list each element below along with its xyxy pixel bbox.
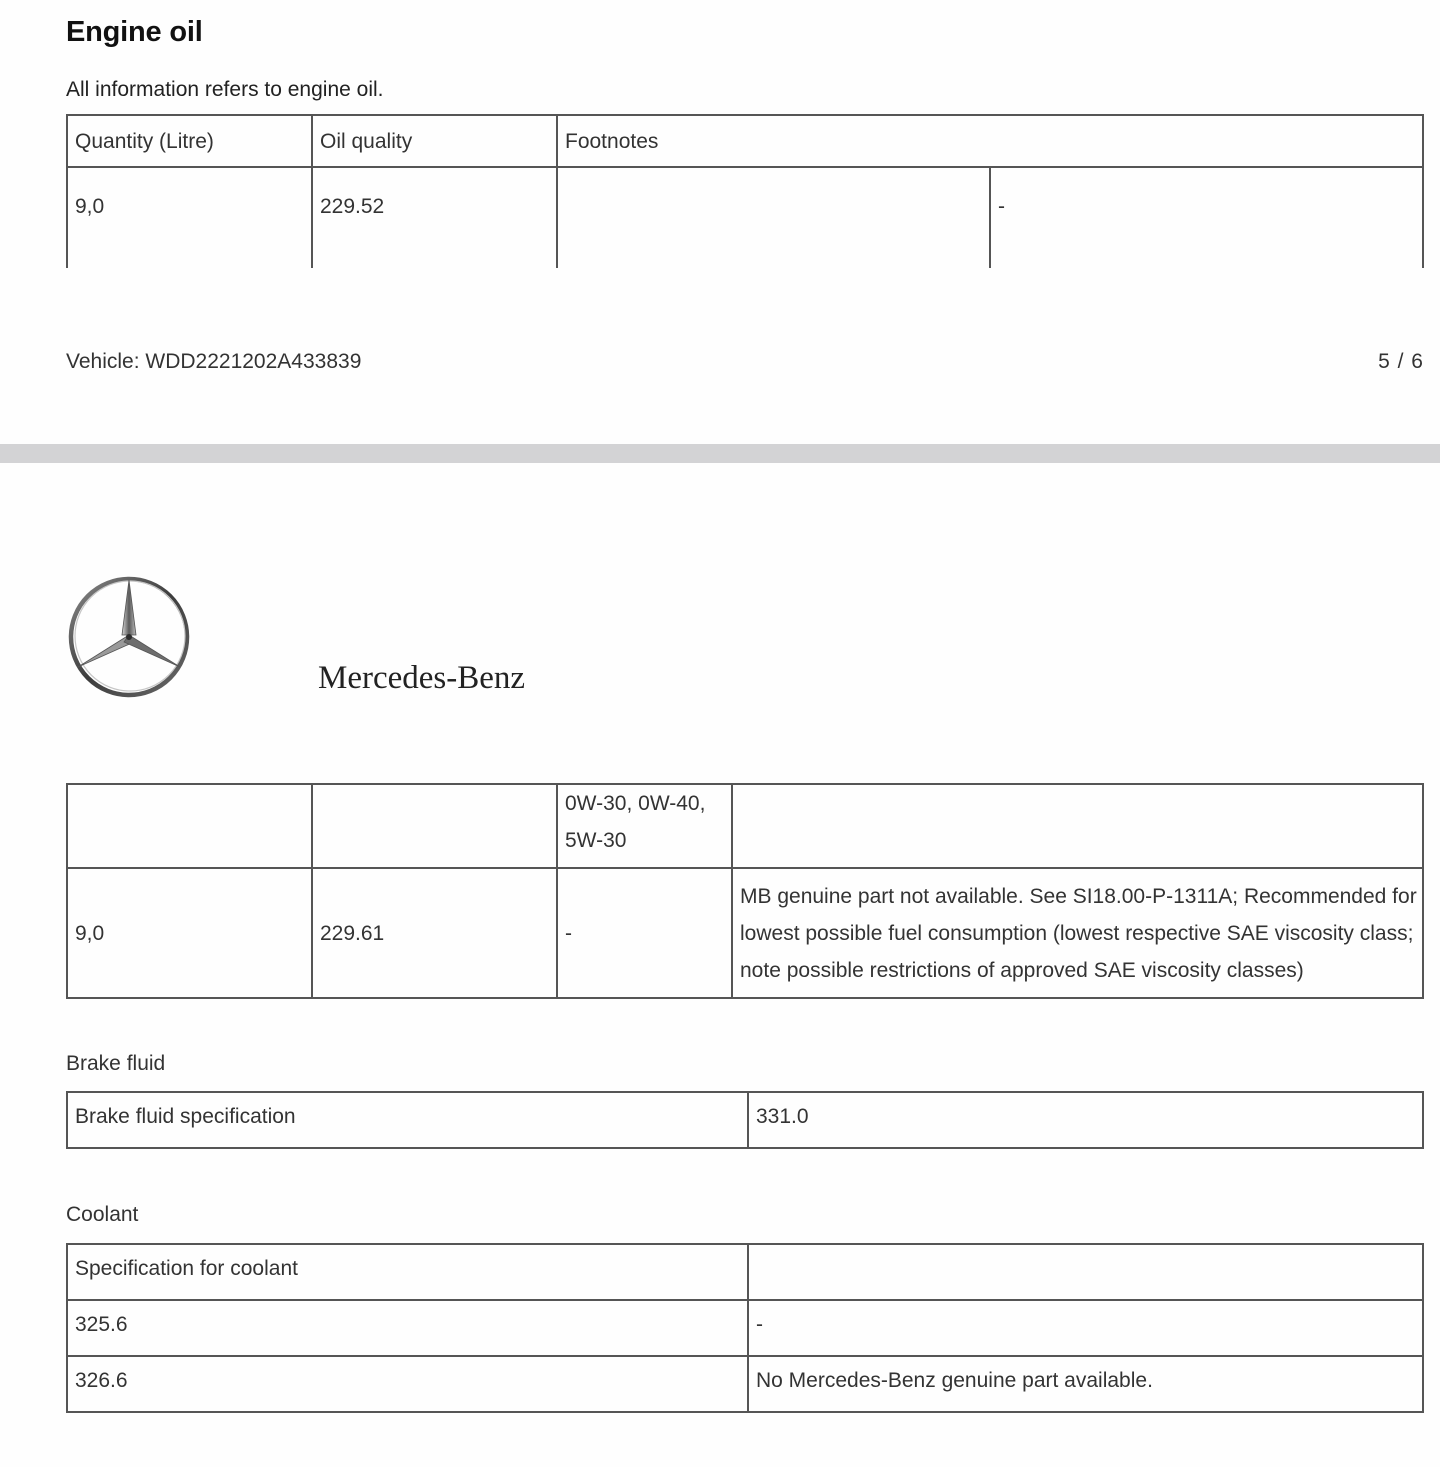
cell-coolant-note: - xyxy=(748,1300,1423,1356)
section-intro: All information refers to engine oil. xyxy=(66,78,384,101)
brand-name: Mercedes-Benz xyxy=(318,660,526,696)
table-row xyxy=(67,868,1423,998)
cell-viscosity: - xyxy=(557,868,732,998)
coolant-table xyxy=(66,1243,1424,1413)
cell-coolant-spec: 326.6 xyxy=(67,1356,748,1412)
table-row xyxy=(67,1244,1423,1300)
cell-quantity: 9,0 xyxy=(67,167,312,268)
cell-footnote: MB genuine part not available. See SI18.00-P-1311A; Recommended for lowest possible fuel consumption (lowest respective SAE viscosity class; note possible restrictions of approved SAE viscosity classes) xyxy=(732,868,1423,998)
cell-brake-spec-label: Brake fluid specification xyxy=(67,1092,748,1148)
header-oil-quality: Oil quality xyxy=(312,115,557,167)
cell-oil-quality xyxy=(312,784,557,868)
brake-fluid-heading: Brake fluid xyxy=(66,1052,166,1075)
table-row xyxy=(67,1092,1423,1148)
cell-viscosity xyxy=(557,167,990,268)
brake-fluid-table xyxy=(66,1091,1424,1149)
cell-oil-quality: 229.52 xyxy=(312,167,557,268)
table-row xyxy=(67,1356,1423,1412)
cell-coolant-note xyxy=(748,1244,1423,1300)
header-footnotes: Footnotes xyxy=(557,115,1423,167)
cell-coolant-spec: Specification for coolant xyxy=(67,1244,748,1300)
section-title: Engine oil xyxy=(66,16,203,48)
cell-quantity: 9,0 xyxy=(67,868,312,998)
page-separator xyxy=(0,444,1440,463)
cell-viscosity: 0W-30, 0W-40, 5W-30 xyxy=(557,784,732,868)
vehicle-id: Vehicle: WDD2221202A433839 xyxy=(66,350,362,373)
header-quantity: Quantity (Litre) xyxy=(67,115,312,167)
coolant-heading: Coolant xyxy=(66,1203,139,1226)
table-row xyxy=(67,1300,1423,1356)
table-row xyxy=(67,784,1423,868)
page-number: 5 / 6 xyxy=(1378,350,1424,373)
cell-oil-quality: 229.61 xyxy=(312,868,557,998)
engine-oil-table-top xyxy=(66,114,1424,268)
mercedes-star-icon xyxy=(64,572,194,702)
cell-footnote xyxy=(732,784,1423,868)
cell-coolant-note: No Mercedes-Benz genuine part available. xyxy=(748,1356,1423,1412)
cell-brake-spec-value: 331.0 xyxy=(748,1092,1423,1148)
cell-coolant-spec: 325.6 xyxy=(67,1300,748,1356)
cell-quantity xyxy=(67,784,312,868)
table-header-row xyxy=(67,115,1423,167)
cell-footnote: - xyxy=(990,167,1423,268)
table-row xyxy=(67,167,1423,268)
engine-oil-table-continued xyxy=(66,783,1424,999)
